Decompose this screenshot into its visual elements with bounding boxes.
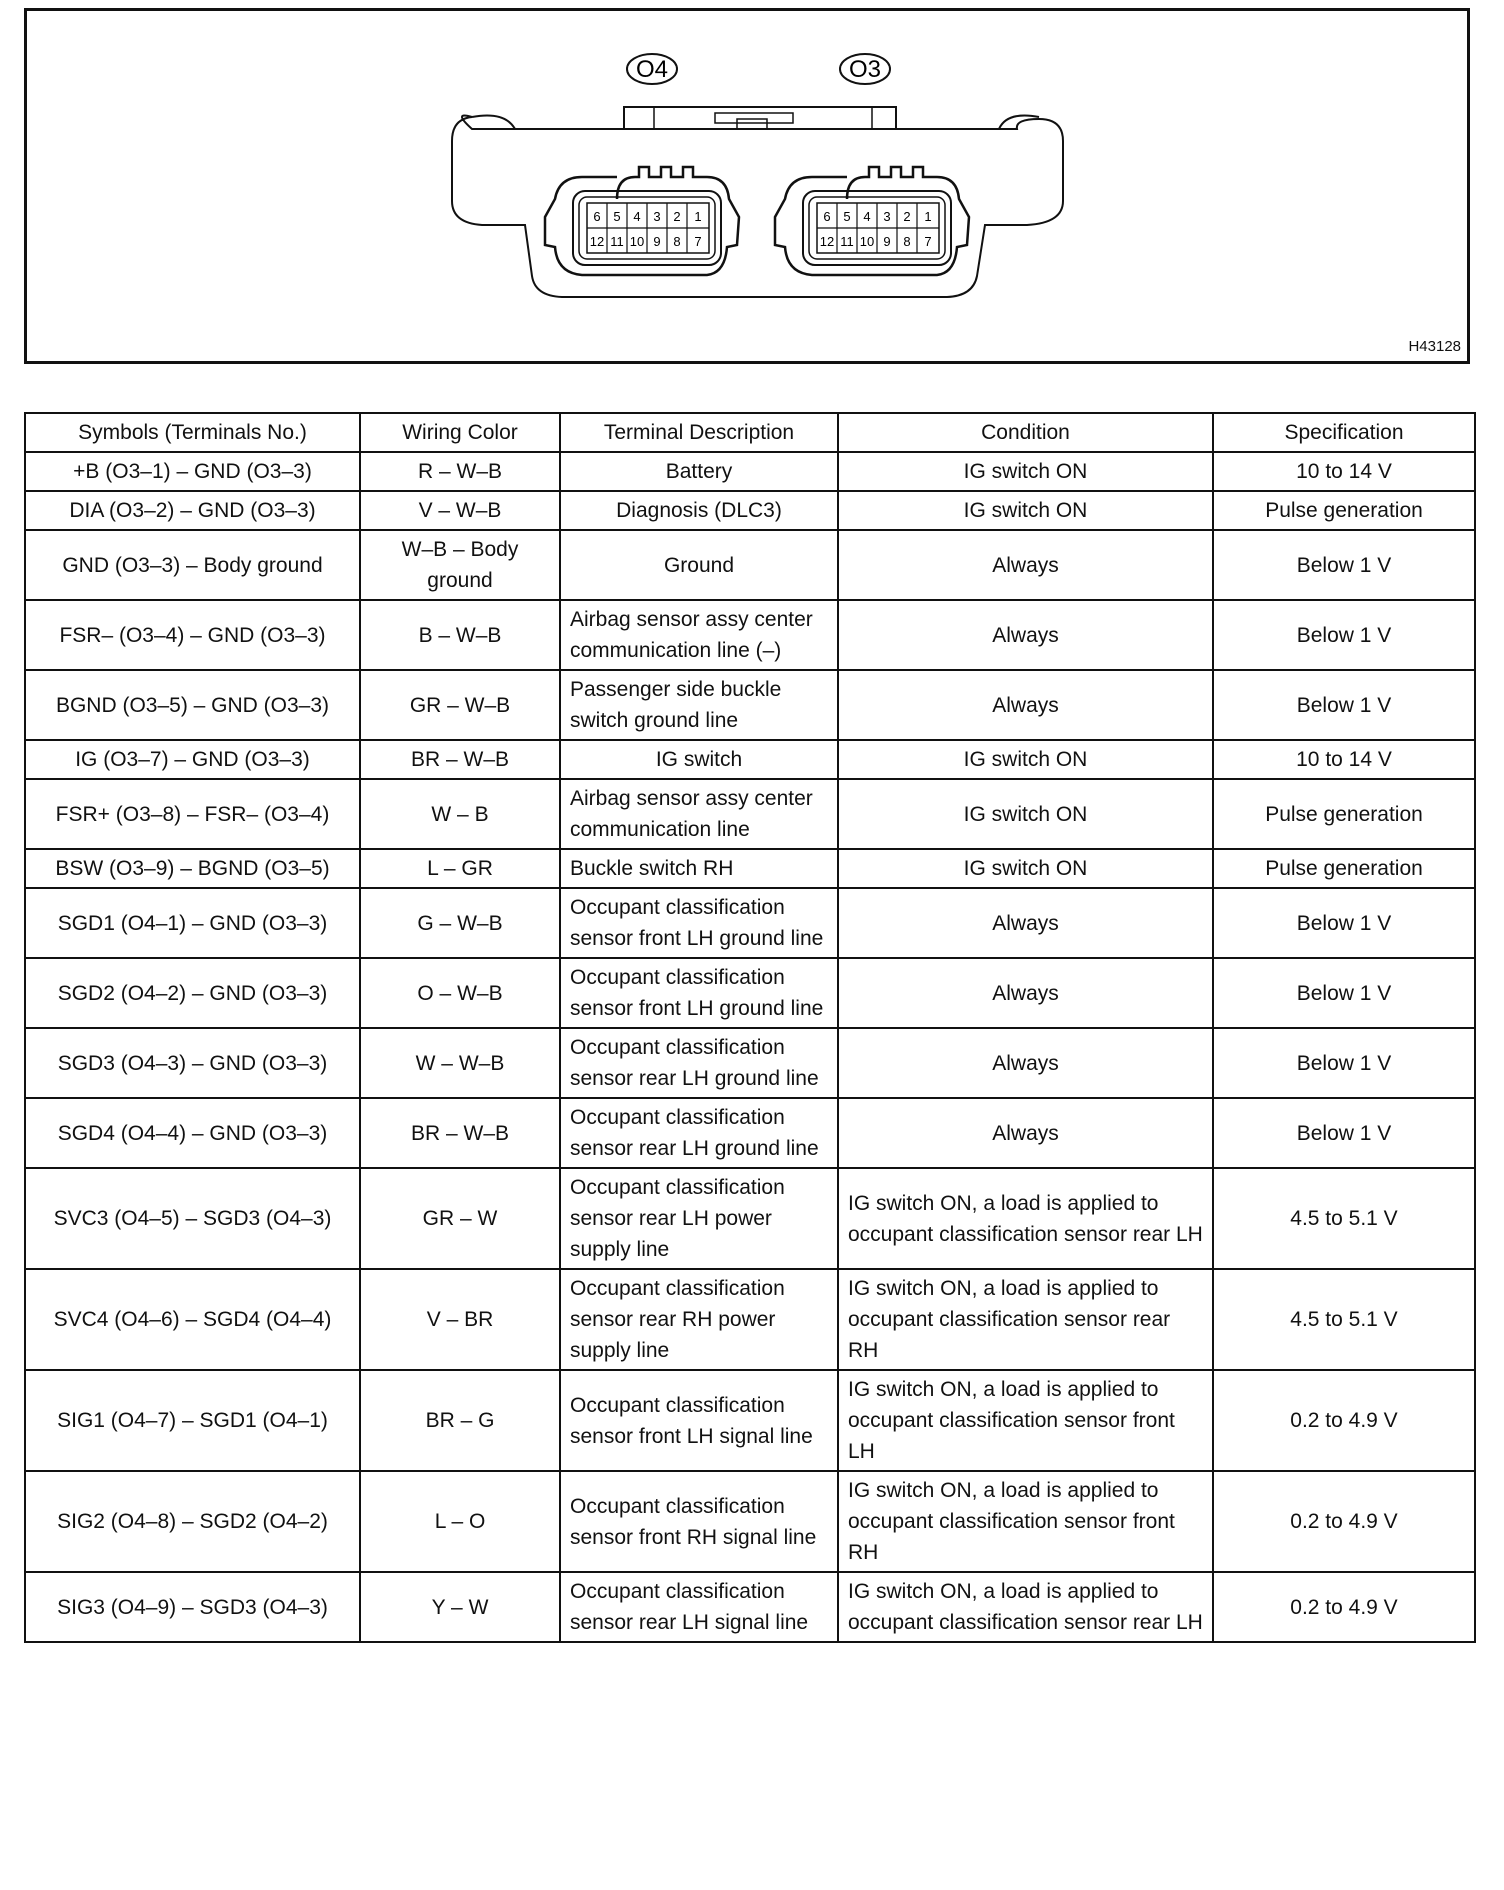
- o4-pin: 8: [673, 234, 681, 249]
- specification-cell: Pulse generation: [1213, 849, 1475, 888]
- terminal-spec-table: [24, 412, 1476, 1643]
- wiring-color-cell: B – W–B: [360, 600, 560, 670]
- specification-cell: Below 1 V: [1213, 1098, 1475, 1168]
- o3-pin: 11: [840, 234, 854, 249]
- symbol-cell: SGD4 (O4–4) – GND (O3–3): [25, 1098, 360, 1168]
- description-cell: Occupant classification sensor rear LH signal line: [560, 1572, 838, 1642]
- symbol-cell: IG (O3–7) – GND (O3–3): [25, 740, 360, 779]
- header-symbols: Symbols (Terminals No.): [25, 413, 360, 452]
- table-row: [25, 1572, 1475, 1642]
- o4-pin: 11: [610, 234, 624, 249]
- table-row: [25, 491, 1475, 530]
- table-row: [25, 1028, 1475, 1098]
- symbol-cell: SIG1 (O4–7) – SGD1 (O4–1): [25, 1370, 360, 1471]
- o3-label: O3: [848, 56, 882, 83]
- description-cell: IG switch: [560, 740, 838, 779]
- wiring-color-cell: Y – W: [360, 1572, 560, 1642]
- condition-cell: IG switch ON: [838, 740, 1213, 779]
- o3-pin: 12: [819, 234, 835, 249]
- o4-pin: 12: [589, 234, 605, 249]
- wiring-color-cell: G – W–B: [360, 888, 560, 958]
- wiring-color-cell: L – O: [360, 1471, 560, 1572]
- condition-cell: IG switch ON: [838, 849, 1213, 888]
- table-row: [25, 452, 1475, 491]
- symbol-cell: SVC3 (O4–5) – SGD3 (O4–3): [25, 1168, 360, 1269]
- condition-cell: Always: [838, 958, 1213, 1028]
- o3-pin: 1: [924, 209, 932, 224]
- o3-pin: 10: [859, 234, 875, 249]
- condition-cell: IG switch ON: [838, 452, 1213, 491]
- condition-cell: Always: [838, 670, 1213, 740]
- symbol-cell: SIG2 (O4–8) – SGD2 (O4–2): [25, 1471, 360, 1572]
- condition-cell: IG switch ON, a load is applied to occupant classification sensor front RH: [838, 1471, 1213, 1572]
- specification-cell: 4.5 to 5.1 V: [1213, 1269, 1475, 1370]
- condition-cell: IG switch ON, a load is applied to occupant classification sensor rear RH: [838, 1269, 1213, 1370]
- condition-cell: IG switch ON, a load is applied to occupant classification sensor rear LH: [838, 1572, 1213, 1642]
- o4-pin: 3: [653, 209, 661, 224]
- table-row: [25, 1269, 1475, 1370]
- wiring-color-cell: R – W–B: [360, 452, 560, 491]
- specification-cell: 0.2 to 4.9 V: [1213, 1471, 1475, 1572]
- o4-pin: 5: [613, 209, 621, 224]
- o3-pin: 8: [903, 234, 911, 249]
- table-row: [25, 740, 1475, 779]
- description-cell: Occupant classification sensor front LH ground line: [560, 888, 838, 958]
- symbol-cell: +B (O3–1) – GND (O3–3): [25, 452, 360, 491]
- table-row: [25, 888, 1475, 958]
- o4-label: O4: [635, 56, 669, 83]
- header-specification: Specification: [1213, 413, 1475, 452]
- condition-cell: Always: [838, 888, 1213, 958]
- o4-pin: 4: [633, 209, 641, 224]
- condition-cell: IG switch ON, a load is applied to occupant classification sensor rear LH: [838, 1168, 1213, 1269]
- description-cell: Occupant classification sensor front LH ground line: [560, 958, 838, 1028]
- description-cell: Occupant classification sensor front RH signal line: [560, 1471, 838, 1572]
- symbol-cell: FSR+ (O3–8) – FSR– (O3–4): [25, 779, 360, 849]
- specification-cell: Pulse generation: [1213, 779, 1475, 849]
- wiring-color-cell: V – W–B: [360, 491, 560, 530]
- symbol-cell: SGD2 (O4–2) – GND (O3–3): [25, 958, 360, 1028]
- symbol-cell: SVC4 (O4–6) – SGD4 (O4–4): [25, 1269, 360, 1370]
- o4-pin: 1: [694, 209, 702, 224]
- table-row: [25, 1370, 1475, 1471]
- wiring-color-cell: W–B – Body ground: [360, 530, 560, 600]
- o3-pin: 7: [924, 234, 932, 249]
- wiring-color-cell: GR – W–B: [360, 670, 560, 740]
- header-terminal-description: Terminal Description: [560, 413, 838, 452]
- specification-cell: Below 1 V: [1213, 670, 1475, 740]
- header-wiring-color: Wiring Color: [360, 413, 560, 452]
- wiring-color-cell: W – B: [360, 779, 560, 849]
- wiring-color-cell: W – W–B: [360, 1028, 560, 1098]
- description-cell: Occupant classification sensor front LH signal line: [560, 1370, 838, 1471]
- specification-cell: Below 1 V: [1213, 600, 1475, 670]
- symbol-cell: GND (O3–3) – Body ground: [25, 530, 360, 600]
- description-cell: Occupant classification sensor rear LH power supply line: [560, 1168, 838, 1269]
- description-cell: Airbag sensor assy center communication line: [560, 779, 838, 849]
- description-cell: Buckle switch RH: [560, 849, 838, 888]
- wiring-color-cell: BR – G: [360, 1370, 560, 1471]
- figure-id: H43128: [1408, 338, 1461, 355]
- connector-o4: [545, 167, 739, 275]
- table-header-row: [25, 413, 1475, 452]
- table-row: [25, 1098, 1475, 1168]
- specification-cell: Pulse generation: [1213, 491, 1475, 530]
- o3-pin: 3: [883, 209, 891, 224]
- condition-cell: Always: [838, 1098, 1213, 1168]
- description-cell: Battery: [560, 452, 838, 491]
- o3-pin: 4: [863, 209, 871, 224]
- description-cell: Occupant classification sensor rear LH ground line: [560, 1098, 838, 1168]
- symbol-cell: SIG3 (O4–9) – SGD3 (O4–3): [25, 1572, 360, 1642]
- description-cell: Occupant classification sensor rear RH power supply line: [560, 1269, 838, 1370]
- description-cell: Ground: [560, 530, 838, 600]
- symbol-cell: DIA (O3–2) – GND (O3–3): [25, 491, 360, 530]
- o4-pin: 2: [673, 209, 681, 224]
- wiring-color-cell: V – BR: [360, 1269, 560, 1370]
- table-row: [25, 670, 1475, 740]
- condition-cell: IG switch ON: [838, 779, 1213, 849]
- table-row: [25, 849, 1475, 888]
- wiring-color-cell: BR – W–B: [360, 740, 560, 779]
- specification-cell: 0.2 to 4.9 V: [1213, 1572, 1475, 1642]
- table-row: [25, 958, 1475, 1028]
- wiring-color-cell: L – GR: [360, 849, 560, 888]
- condition-cell: IG switch ON, a load is applied to occupant classification sensor front LH: [838, 1370, 1213, 1471]
- o4-pin: 7: [694, 234, 702, 249]
- wiring-color-cell: GR – W: [360, 1168, 560, 1269]
- specification-cell: 0.2 to 4.9 V: [1213, 1370, 1475, 1471]
- table-row: [25, 530, 1475, 600]
- o4-pin: 10: [629, 234, 645, 249]
- condition-cell: Always: [838, 1028, 1213, 1098]
- connector-drawing: [27, 11, 1467, 361]
- specification-cell: Below 1 V: [1213, 1028, 1475, 1098]
- connector-o3: [775, 167, 969, 275]
- o3-pin: 9: [883, 234, 891, 249]
- specification-cell: 4.5 to 5.1 V: [1213, 1168, 1475, 1269]
- table-row: [25, 779, 1475, 849]
- header-condition: Condition: [838, 413, 1213, 452]
- description-cell: Diagnosis (DLC3): [560, 491, 838, 530]
- o4-pin: 9: [653, 234, 661, 249]
- wiring-color-cell: BR – W–B: [360, 1098, 560, 1168]
- o3-pin: 5: [843, 209, 851, 224]
- specification-cell: Below 1 V: [1213, 958, 1475, 1028]
- table-row: [25, 1471, 1475, 1572]
- connector-diagram: [24, 8, 1470, 364]
- o4-pin: 6: [593, 209, 601, 224]
- specification-cell: 10 to 14 V: [1213, 452, 1475, 491]
- condition-cell: Always: [838, 600, 1213, 670]
- condition-cell: Always: [838, 530, 1213, 600]
- o3-pin: 6: [823, 209, 831, 224]
- table-row: [25, 1168, 1475, 1269]
- description-cell: Airbag sensor assy center communication line (–): [560, 600, 838, 670]
- specification-cell: 10 to 14 V: [1213, 740, 1475, 779]
- specification-cell: Below 1 V: [1213, 888, 1475, 958]
- symbol-cell: SGD1 (O4–1) – GND (O3–3): [25, 888, 360, 958]
- symbol-cell: FSR– (O3–4) – GND (O3–3): [25, 600, 360, 670]
- symbol-cell: BGND (O3–5) – GND (O3–3): [25, 670, 360, 740]
- description-cell: Occupant classification sensor rear LH ground line: [560, 1028, 838, 1098]
- o3-pin: 2: [903, 209, 911, 224]
- description-cell: Passenger side buckle switch ground line: [560, 670, 838, 740]
- condition-cell: IG switch ON: [838, 491, 1213, 530]
- symbol-cell: SGD3 (O4–3) – GND (O3–3): [25, 1028, 360, 1098]
- wiring-color-cell: O – W–B: [360, 958, 560, 1028]
- specification-cell: Below 1 V: [1213, 530, 1475, 600]
- symbol-cell: BSW (O3–9) – BGND (O3–5): [25, 849, 360, 888]
- table-row: [25, 600, 1475, 670]
